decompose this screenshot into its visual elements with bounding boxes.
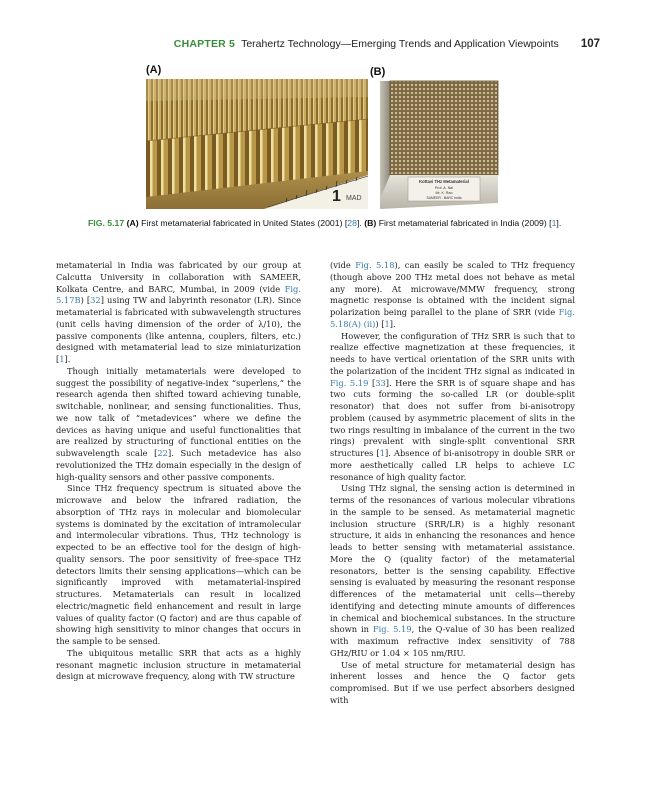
left-paragraph-3: Since THz frequency spectrum is situated above the microwave and below the infrared radiation, the absorption of THz rays in molecular and biomolecular systems is dominated by the excitation of intramolecular and intermolecular vibrations. Thus, THz technology is expected to be an effective tool for the design of high-quality sensors. The poor sensitivity of free-space THz detectors limits their sensing applications—which can be significantly improved with metamaterial-inspired structures. Metamaterials can result in localized electric/magnetic field enhancement and result in large values of quality factor (Q factor) and are thus capable of showing high sensitivity to minor changes that occurs in the sample to be sensed. xyxy=(56,483,301,646)
figure-reference[interactable]: Fig. 5.18(A) (ii) xyxy=(330,307,575,329)
right-paragraph-3: Using THz signal, the sensing action is determined in terms of the resonances of various molecular vibrations in the sample to be sensed. As metamaterial magnetic inclusion structure (SRR/LR) is a highly resonant structure, it aids in enhancing the resonances and hence leads to better sensing with metamaterial assistance. More the Q (quality factor) of the metamaterial resonators, better is the sensing capability. Effective sensing is evaluated by measuring the resonant response differences of the metamaterial unit cells—thereby identifying and detecting minute amounts of differences in chemical and biochemical substances. In the structure shown in Fig. 5.19, the Q-value of 30 has been realized with maximum refractive index sensitivity of 788 GHz/RIU or 1.04 × 105 nm/RIU. xyxy=(330,483,575,658)
caption-a-text: First metamaterial fabricated in United States (2001) [ xyxy=(138,218,348,228)
left-paragraph-4: The ubiquitous metallic SRR that acts as a highly resonant magnetic inclusion structure in metamaterial design at microwave frequency, along with TW structure xyxy=(56,647,301,682)
caption-b-close: ]. xyxy=(556,218,562,228)
right-paragraph-2: However, the configuration of THz SRR is such that to realize effective magnetization at these frequencies, it needs to have vertical orientation of the SRR units with the polarization of the incident THz signal as indicated in Fig. 5.19 [33]. Here the SRR is of square shape and has two cuts forming the so-called LR (or double-split resonator) that does not suffer from bi-anisotropy problem (caused by asymmetric placement of slits in the two rings resulting in imbalance of the current in the two rings) prevalent with single-split conventional SRR structures [1]. Absence of bi-anisotropy in double SRR or more aesthetically called LR helps to achieve LC resonance of high quality factor. xyxy=(330,330,575,482)
running-head xyxy=(0,38,600,50)
citation[interactable]: 1 xyxy=(59,354,65,364)
right-paragraph-1: (vide Fig. 5.18), can easily be scaled to THz frequency (though above 200 THz metal does not behave as metal any more). At microwave/MMW frequency, strong magnetic response is obtained with the incident signal polarization being parallel to the plane of SRR (vide Fig. 5.18(A) (ii)) [1]. xyxy=(330,260,575,329)
body-column-left xyxy=(56,260,301,683)
ruler-mark: 1 xyxy=(332,188,341,205)
caption-b-text: First metamaterial fabricated in India (2009) [ xyxy=(376,218,552,228)
caption-a-tag: (A) xyxy=(126,218,139,228)
right-paragraph-4: Use of metal structure for metamaterial design has inherent losses and hence the Q factor gets compromised. But if we use perfect absorbers designed with xyxy=(330,659,575,705)
figure-reference[interactable]: Fig. 5.19 xyxy=(330,377,369,388)
citation[interactable]: 1 xyxy=(379,448,385,458)
us-metamaterial-photo xyxy=(146,79,368,209)
chapter-label: CHAPTER 5 xyxy=(173,38,236,50)
citation[interactable]: 22 xyxy=(157,448,168,458)
caption-a-close: ]. xyxy=(356,218,365,228)
page-number: 107 xyxy=(580,38,600,50)
plaque-line-1: Kottavi THz Metamaterial xyxy=(419,179,469,184)
caption-a-citation[interactable]: 28 xyxy=(347,218,357,228)
plaque-line-2: Prof. A. Nai xyxy=(434,186,454,190)
plaque-line-3: Mr. K. Rao xyxy=(435,191,453,195)
chapter-title: Terahertz Technology—Emerging Trends and Application Viewpoints xyxy=(241,38,559,50)
figure-image-us-metamaterial xyxy=(146,79,368,209)
plaque-line-4: SAMEER - BARC India xyxy=(426,196,462,200)
figure-caption xyxy=(88,217,573,229)
figure-number: FIG. 5.17 xyxy=(88,218,125,228)
caption-b-tag: (B) xyxy=(364,218,377,228)
figure-reference[interactable]: Fig. 5.19 xyxy=(372,624,412,635)
figure-reference[interactable]: Fig. 5.18 xyxy=(355,260,395,270)
india-metamaterial-photo xyxy=(378,79,502,211)
body-column-right xyxy=(330,260,575,707)
figure-label-b: (B) xyxy=(370,66,386,78)
left-paragraph-2: Though initially metamaterials were developed to suggest the possibility of negative-index “superlens,” the research agenda then shifted toward achieving tunable, switchable, nonlinear, and sensing functionalities. Thus, we now talk of “metadevices” where we define the devices as having unique and useful functionalities that are realized by structuring of functional entities on the subwavelength scale [22]. Such metadevice has also revolutionized the THz domain especially in the design of high-quality sensors and other passive components. xyxy=(56,365,301,482)
citation[interactable]: 32 xyxy=(90,295,101,306)
citation[interactable]: 33 xyxy=(375,377,386,388)
figure-image-india-metamaterial xyxy=(378,79,502,211)
citation[interactable]: 1 xyxy=(384,318,390,329)
caption-b-citation[interactable]: 1 xyxy=(551,218,557,228)
figure-label-a: (A) xyxy=(146,64,162,76)
figure-reference[interactable]: Fig. 5.17B xyxy=(56,283,301,306)
ruler-text: MAD xyxy=(346,195,362,202)
left-paragraph-1: metamaterial in India was fabricated by our group at Calcutta University in collaboration with SAMEER, Kolkata Centre, and BARC, Mumbai, in 2009 (vide Fig. 5.17B) [32] using TW and labyrinth resonator (LR). Since metamaterial is fabricated with subwavelength structures (unit cells having dimension of the order of λ/10), the passive components (like antenna, couplers, filters, etc.) designed with metamaterial lead to size miniaturization [1]. xyxy=(56,260,301,364)
